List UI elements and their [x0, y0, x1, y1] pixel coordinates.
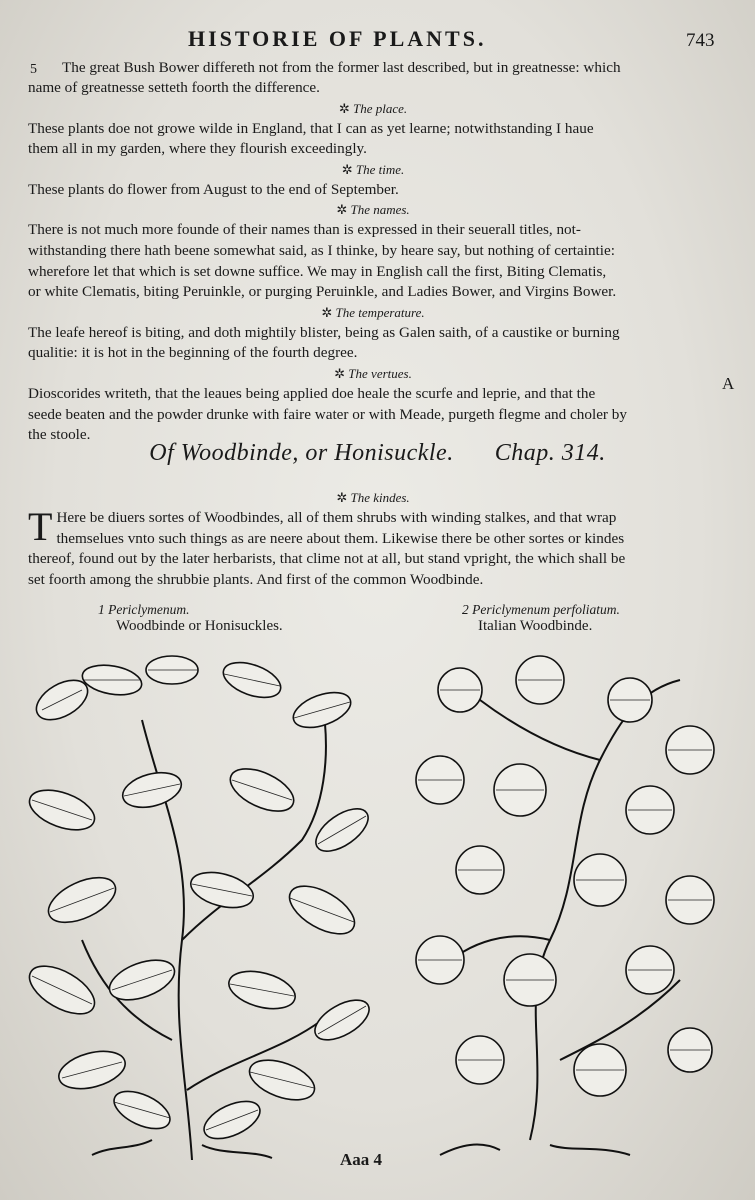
text-line: qualitie: it is hot in the beginning of the fourth degree. — [28, 344, 358, 362]
figure-caption-2 — [462, 602, 620, 635]
heading-place — [28, 99, 718, 119]
text-line: withstanding there hath beene somewhat said, as I thinke, by heare say, but nothing of certaintie: — [28, 241, 615, 259]
heading-text: The place. — [353, 100, 408, 116]
heading-time — [28, 160, 718, 180]
asterism-icon: ✲ — [336, 490, 351, 505]
figure-english-name: Woodbinde or Honisuckles. — [116, 618, 283, 634]
figure-latin-name: 1 Periclymenum. — [98, 602, 190, 617]
chapter-heading — [0, 440, 755, 467]
heading-text: The names. — [350, 202, 410, 218]
heading-text: The temperature. — [335, 304, 425, 320]
heading-text: The time. — [355, 161, 405, 177]
asterism-icon: ✲ — [321, 304, 336, 320]
asterism-icon: ✲ — [334, 365, 349, 381]
text-line: These plants doe not growe wilde in England, that I can as yet learne; notwithstanding I haue — [28, 119, 594, 137]
chapter-number: Chap. 314. — [494, 440, 606, 466]
text-line: These plants do flower from August to the end of September. — [28, 180, 399, 198]
woodcut-woodbinde-illustration — [22, 640, 382, 1170]
chapter-title: Of Woodbinde, or Honisuckle. — [149, 440, 454, 466]
section-great-bush-bower-cont — [28, 78, 718, 446]
figure-latin-name: 2 Periclymenum perfoliatum. — [462, 602, 620, 617]
margin-letter: A — [722, 374, 735, 393]
running-title: HISTORIE OF PLANTS. — [188, 26, 487, 51]
asterism-icon: ✲ — [341, 161, 356, 177]
heading-vertues — [28, 364, 718, 384]
section-kindes — [28, 488, 718, 590]
text-line: or white Clematis, biting Peruinkle, or purging Peruinkle, and Ladies Bower, and Virgins Bower. — [28, 283, 617, 301]
figure-english-name: Italian Woodbinde. — [478, 618, 593, 634]
text-line: set foorth among the shrubbie plants. And first of the common Woodbinde. — [28, 570, 484, 588]
heading-text: The kindes. — [350, 490, 410, 505]
page-number: 743 — [686, 30, 715, 51]
text-line: There is not much more founde of their names than is expressed in their seuerall titles, not- — [28, 221, 581, 239]
figure-caption-1 — [98, 602, 283, 635]
signature-mark: Aaa 4 — [340, 1150, 383, 1169]
text-line: them all in my garden, where they flourish exceedingly. — [28, 140, 367, 158]
text-line: Dioscorides writeth, that the leaues being applied doe heale the scurfe and leprie, and that the — [28, 384, 596, 402]
heading-text: The vertues. — [348, 365, 412, 381]
heading-names — [28, 200, 718, 220]
text-line: themselues vnto such things as are neere about them. Likewise there be other sortes or kindes — [56, 529, 625, 547]
text-line: thereof, found out by the later herbarists, that clime not at all, but stand vpright, the which shall be — [28, 550, 626, 568]
heading-temperature — [28, 303, 718, 323]
text-line: The great Bush Bower differeth not from the former last described, but in greatnesse: which — [62, 59, 621, 76]
text-line: name of greatnesse setteth foorth the difference. — [28, 79, 320, 96]
text-line: The leafe hereof is biting, and doth mightily blister, being as Galen saith, of a caustike or burning — [28, 323, 620, 341]
text-line: seede beaten and the powder drunke with faire water or with Meade, purgeth flegme and choler by — [28, 405, 627, 423]
asterism-icon: ✲ — [338, 100, 353, 116]
heading-kindes — [28, 488, 718, 508]
text-line: Here be diuers sortes of Woodbindes, all of them shrubs with winding stalkes, and that wrap — [56, 509, 617, 526]
text-line: the stoole. — [28, 426, 91, 444]
woodcut-italian-woodbinde-illustration — [400, 640, 730, 1160]
text-line: wherefore let that which is set downe suffice. We may in English call the first, Biting Clematis, — [28, 262, 607, 280]
page-header — [0, 22, 755, 56]
section-great-bush-bower — [62, 58, 722, 79]
asterism-icon: ✲ — [336, 202, 351, 218]
margin-number: 5 — [30, 62, 37, 77]
drop-cap: T — [28, 504, 53, 549]
